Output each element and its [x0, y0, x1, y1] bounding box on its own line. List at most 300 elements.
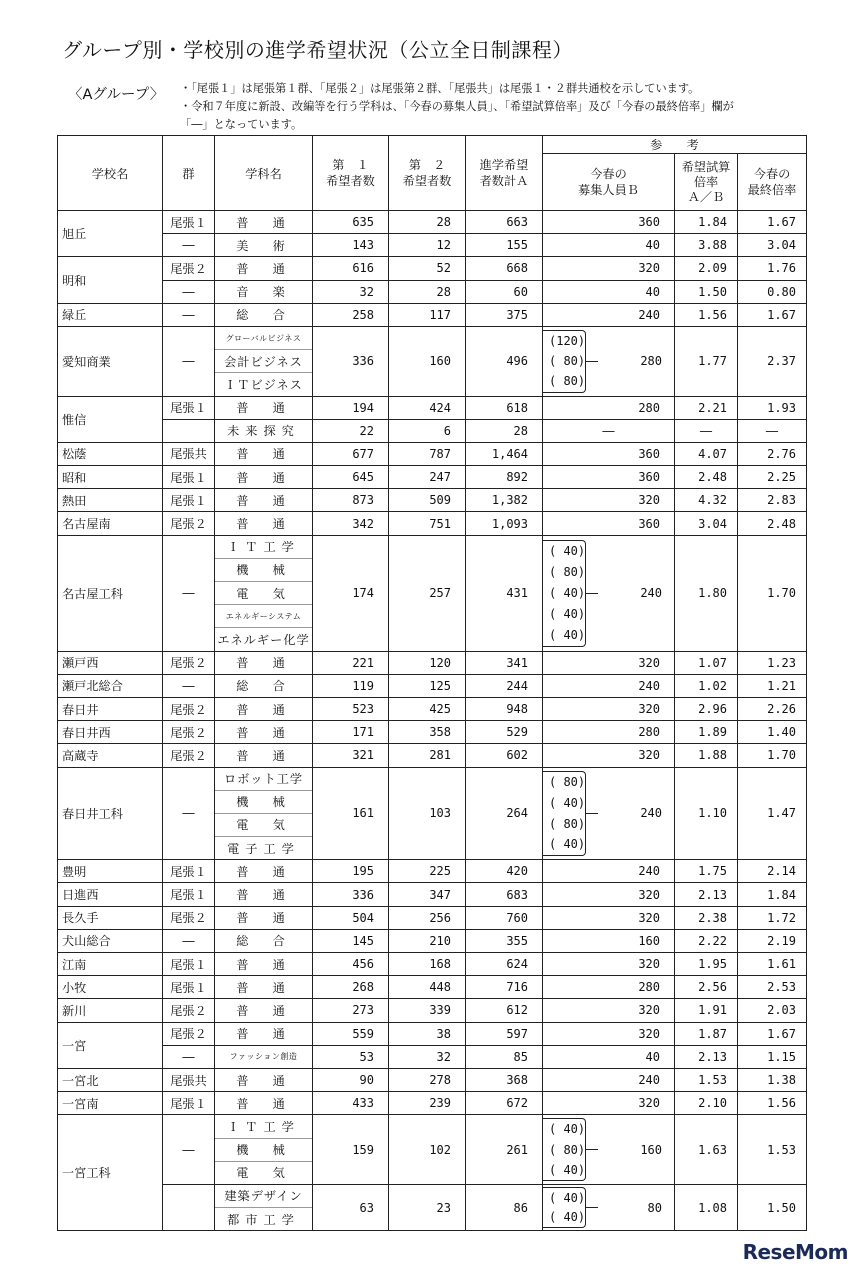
total-applicants: 431: [466, 535, 543, 651]
dept-name: エネルギー化学: [217, 632, 310, 647]
school-name: 旭丘: [58, 211, 163, 257]
group-cell: ―: [163, 674, 215, 697]
group-cell: 尾張１: [163, 860, 215, 883]
dept-name: 普 通: [236, 261, 291, 276]
capacity-cell: 240: [543, 1068, 675, 1091]
dept-name: 都市工学: [227, 1212, 300, 1227]
dept-list: [215, 930, 312, 952]
dept-list: [215, 536, 312, 651]
first-choice: 32: [313, 280, 389, 303]
school-name: 明和: [58, 257, 163, 303]
capacity-total: 160: [640, 1142, 662, 1157]
table-row: [58, 883, 807, 906]
final-ratio-cell: 1.21: [738, 674, 807, 697]
capacity-cell: 280: [543, 976, 675, 999]
dept-cell: [215, 1092, 313, 1115]
quota-value: ( 40): [549, 607, 586, 622]
dept-name: 機 械: [215, 1139, 312, 1162]
final-ratio-cell: 2.48: [738, 512, 807, 535]
dept-list: [215, 999, 312, 1021]
group-cell: 尾張２: [163, 906, 215, 929]
capacity-cell: 320: [543, 744, 675, 767]
first-choice: 171: [313, 721, 389, 744]
total-applicants: 948: [466, 697, 543, 720]
dept-list: [215, 211, 312, 233]
dept-cell: [215, 512, 313, 535]
ratio-cell: 1.88: [675, 744, 738, 767]
capacity-total: 240: [640, 806, 662, 821]
quota-value: ( 80): [549, 354, 586, 369]
dept-list: [215, 281, 312, 303]
ratio-cell: 2.22: [675, 929, 738, 952]
dept-list: [215, 860, 312, 882]
capacity-cell: 320: [543, 906, 675, 929]
dept-name: 普 通: [236, 401, 291, 416]
group-cell: 尾張２: [163, 651, 215, 674]
dept-list: [215, 512, 312, 534]
ratio-cell: 1.95: [675, 953, 738, 976]
quota-value: (120): [549, 334, 586, 349]
capacity-cell: [543, 1115, 675, 1185]
final-ratio-cell: 1.23: [738, 651, 807, 674]
dept-name: 電子工学: [227, 841, 300, 856]
table-row: [58, 767, 807, 860]
note-line-3: 「―」となっています。: [180, 118, 303, 131]
dept-name: 建築デザイン: [215, 1185, 312, 1208]
group-cell: 尾張１: [163, 1092, 215, 1115]
quota-value: ( 80): [549, 374, 586, 389]
quota-group: [543, 1185, 674, 1229]
first-choice: 456: [313, 953, 389, 976]
dept-list: [215, 721, 312, 743]
group-cell: 尾張２: [163, 512, 215, 535]
first-choice: 268: [313, 976, 389, 999]
group-cell: ―: [163, 535, 215, 651]
dept-cell: [215, 211, 313, 234]
second-choice: 28: [389, 211, 466, 234]
quota-value: ( 40): [549, 796, 586, 810]
dept-list: [215, 1115, 312, 1184]
group-cell: [163, 419, 215, 442]
capacity-cell: 320: [543, 953, 675, 976]
ratio-cell: 1.08: [675, 1184, 738, 1230]
total-applicants: 618: [466, 396, 543, 419]
final-ratio-cell: 1.67: [738, 1022, 807, 1045]
capacity-cell: 40: [543, 234, 675, 257]
ratio-cell: 1.50: [675, 280, 738, 303]
dept-name: 普 通: [236, 517, 291, 532]
first-choice: 161: [313, 767, 389, 860]
school-name: 瀬戸西: [58, 651, 163, 674]
total-applicants: 375: [466, 303, 543, 326]
second-choice: 751: [389, 512, 466, 535]
final-ratio-cell: 1.76: [738, 257, 807, 280]
second-choice: 102: [389, 1115, 466, 1185]
total-applicants: 663: [466, 211, 543, 234]
header-dept: 学科名: [215, 136, 313, 211]
dept-cell: [215, 419, 313, 442]
quota-value: ( 40): [549, 1190, 586, 1205]
quota-value: ( 80): [549, 775, 586, 790]
header-final: 今春の 最終倍率: [738, 154, 807, 211]
school-name: 豊明: [58, 860, 163, 883]
table-row: [58, 396, 807, 419]
capacity-cell: 280: [543, 396, 675, 419]
capacity-cell: 360: [543, 211, 675, 234]
dept-name: 電 気: [236, 1166, 291, 1181]
table-row: [58, 257, 807, 280]
quota-value: ( 40): [549, 837, 586, 852]
second-choice: 339: [389, 999, 466, 1022]
group-cell: 尾張２: [163, 1022, 215, 1045]
ratio-cell: 1.89: [675, 721, 738, 744]
ratio-cell: 2.56: [675, 976, 738, 999]
dept-name: 普 通: [236, 957, 291, 972]
second-choice: 358: [389, 721, 466, 744]
first-choice: 63: [313, 1184, 389, 1230]
second-choice: 38: [389, 1022, 466, 1045]
dept-name: 普 通: [236, 725, 291, 740]
table-row: [58, 280, 807, 303]
group-cell: 尾張共: [163, 1068, 215, 1091]
final-ratio-cell: 1.40: [738, 721, 807, 744]
dept-name: 普 通: [236, 911, 291, 926]
dept-name: グローバルビジネス: [215, 327, 312, 350]
first-choice: 616: [313, 257, 389, 280]
first-choice: 53: [313, 1045, 389, 1068]
school-name: 犬山総合: [58, 929, 163, 952]
dept-name: 音 楽: [236, 285, 291, 300]
capacity-total: 240: [640, 586, 662, 601]
group-label: 〈Aグループ〉: [68, 87, 165, 103]
total-applicants: 1,093: [466, 512, 543, 535]
final-ratio-cell: 0.80: [738, 280, 807, 303]
dept-list: [215, 976, 312, 998]
dept-cell: [215, 257, 313, 280]
dept-name: 普 通: [236, 470, 291, 485]
table-row: [58, 1022, 807, 1045]
group-cell: ―: [163, 234, 215, 257]
capacity-cell: 360: [543, 442, 675, 465]
second-choice: 509: [389, 489, 466, 512]
school-name: 長久手: [58, 906, 163, 929]
table-row: [58, 999, 807, 1022]
second-choice: 6: [389, 419, 466, 442]
quota-value: ( 40): [549, 1162, 586, 1177]
second-choice: 257: [389, 535, 466, 651]
quota-brace-tick: [586, 1149, 598, 1150]
first-choice: 221: [313, 651, 389, 674]
second-choice: 120: [389, 651, 466, 674]
table-row: [58, 512, 807, 535]
dept-cell: [215, 744, 313, 767]
dept-name: 電 気: [215, 814, 312, 837]
final-ratio-cell: 1.70: [738, 535, 807, 651]
dept-list: [215, 1046, 312, 1068]
dept-name: ＩＴビジネス: [224, 377, 303, 392]
dept-cell: [215, 280, 313, 303]
dept-name: 普 通: [236, 980, 291, 995]
dept-cell: [215, 1045, 313, 1068]
dept-cell: [215, 651, 313, 674]
final-ratio-cell: 1.15: [738, 1045, 807, 1068]
quota-value: ( 40): [549, 628, 586, 643]
dept-list: [215, 675, 312, 697]
dept-cell: [215, 953, 313, 976]
dept-cell: [215, 999, 313, 1022]
dept-cell: [215, 326, 313, 396]
total-applicants: 1,382: [466, 489, 543, 512]
table-row: [58, 234, 807, 257]
first-choice: 336: [313, 883, 389, 906]
quota-breakdown: [543, 771, 586, 856]
dept-name: 機 械: [215, 559, 312, 582]
quota-breakdown: [543, 1187, 586, 1227]
final-ratio-cell: 1.72: [738, 906, 807, 929]
capacity-total: 80: [647, 1200, 662, 1215]
group-cell: ―: [163, 767, 215, 860]
second-choice: 247: [389, 466, 466, 489]
school-name: 名古屋工科: [58, 535, 163, 651]
dept-cell: [215, 535, 313, 651]
table-row: [58, 697, 807, 720]
final-ratio-cell: 1.67: [738, 211, 807, 234]
dept-list: [215, 907, 312, 929]
dept-list: [215, 1185, 312, 1230]
table-row: [58, 419, 807, 442]
capacity-cell: 280: [543, 721, 675, 744]
dept-name: 普 通: [236, 447, 291, 462]
first-choice: 873: [313, 489, 389, 512]
total-applicants: 85: [466, 1045, 543, 1068]
dept-list: [215, 1092, 312, 1114]
capacity-cell: ―: [543, 419, 675, 442]
table-row: [58, 929, 807, 952]
table-row: [58, 442, 807, 465]
quota-value: ( 40): [549, 586, 586, 601]
ratio-cell: 1.77: [675, 326, 738, 396]
dept-name: 未来探究: [227, 424, 300, 439]
dept-name: 総 合: [236, 934, 291, 949]
first-choice: 145: [313, 929, 389, 952]
group-cell: 尾張１: [163, 211, 215, 234]
school-name: 熱田: [58, 489, 163, 512]
capacity-cell: 320: [543, 489, 675, 512]
admission-table: [57, 135, 807, 1231]
second-choice: 32: [389, 1045, 466, 1068]
dept-cell: [215, 1115, 313, 1185]
quota-breakdown: [543, 540, 586, 647]
group-cell: 尾張１: [163, 976, 215, 999]
group-cell: 尾張２: [163, 721, 215, 744]
first-choice: 336: [313, 326, 389, 396]
school-name: 春日井: [58, 697, 163, 720]
total-applicants: 892: [466, 466, 543, 489]
second-choice: 787: [389, 442, 466, 465]
total-applicants: 244: [466, 674, 543, 697]
resemom-logo: ReseMom: [742, 1240, 848, 1264]
dept-list: [215, 1069, 312, 1091]
first-choice: 143: [313, 234, 389, 257]
school-name: 瀬戸北総合: [58, 674, 163, 697]
dept-name: 普 通: [236, 215, 291, 230]
table-row: [58, 976, 807, 999]
ratio-cell: 4.32: [675, 489, 738, 512]
school-name: 一宮工科: [58, 1115, 163, 1231]
table-row: [58, 211, 807, 234]
ratio-cell: 1.84: [675, 211, 738, 234]
final-ratio-cell: 1.47: [738, 767, 807, 860]
second-choice: 12: [389, 234, 466, 257]
school-name: 小牧: [58, 976, 163, 999]
dept-cell: [215, 929, 313, 952]
dept-cell: [215, 466, 313, 489]
ratio-cell: 2.21: [675, 396, 738, 419]
capacity-cell: 360: [543, 466, 675, 489]
final-ratio-cell: 3.04: [738, 234, 807, 257]
group-cell: 尾張２: [163, 999, 215, 1022]
ratio-cell: 2.96: [675, 697, 738, 720]
school-name: 江南: [58, 953, 163, 976]
dept-name: 普 通: [236, 864, 291, 879]
dept-cell: [215, 442, 313, 465]
school-name: 緑丘: [58, 303, 163, 326]
dept-name: 普 通: [236, 748, 291, 763]
second-choice: 160: [389, 326, 466, 396]
capacity-cell: 360: [543, 512, 675, 535]
final-ratio-cell: 2.03: [738, 999, 807, 1022]
capacity-cell: 320: [543, 1022, 675, 1045]
dept-cell: [215, 234, 313, 257]
school-name: 一宮南: [58, 1092, 163, 1115]
dept-name: 普 通: [236, 888, 291, 903]
ratio-cell: 1.75: [675, 860, 738, 883]
header-second: 第 ２ 希望者数: [389, 136, 466, 211]
group-cell: ―: [163, 929, 215, 952]
capacity-cell: 320: [543, 1092, 675, 1115]
table-row: [58, 535, 807, 651]
table-row: [58, 906, 807, 929]
first-choice: 90: [313, 1068, 389, 1091]
table-row: [58, 721, 807, 744]
ratio-cell: ―: [675, 419, 738, 442]
quota-group: [543, 328, 674, 395]
final-ratio-cell: 1.50: [738, 1184, 807, 1230]
capacity-cell: 160: [543, 929, 675, 952]
dept-list: [215, 397, 312, 419]
ratio-cell: 3.04: [675, 512, 738, 535]
capacity-cell: 320: [543, 999, 675, 1022]
ratio-cell: 1.80: [675, 535, 738, 651]
table-row: [58, 860, 807, 883]
first-choice: 321: [313, 744, 389, 767]
school-name: 名古屋南: [58, 512, 163, 535]
first-choice: 258: [313, 303, 389, 326]
ratio-cell: 4.07: [675, 442, 738, 465]
first-choice: 504: [313, 906, 389, 929]
group-cell: ―: [163, 1115, 215, 1185]
final-ratio-cell: 1.84: [738, 883, 807, 906]
final-ratio-cell: 1.67: [738, 303, 807, 326]
dept-name: 普 通: [236, 493, 291, 508]
dept-name: 普 通: [236, 656, 291, 671]
capacity-cell: 320: [543, 651, 675, 674]
group-cell: 尾張１: [163, 396, 215, 419]
dept-name: 普 通: [236, 1003, 291, 1018]
first-choice: 22: [313, 419, 389, 442]
group-cell: 尾張２: [163, 697, 215, 720]
ratio-cell: 2.48: [675, 466, 738, 489]
dept-cell: [215, 906, 313, 929]
final-ratio-cell: 2.76: [738, 442, 807, 465]
school-name: 春日井工科: [58, 767, 163, 860]
final-ratio-cell: 2.14: [738, 860, 807, 883]
second-choice: 168: [389, 953, 466, 976]
total-applicants: 668: [466, 257, 543, 280]
final-ratio-cell: 1.56: [738, 1092, 807, 1115]
total-applicants: 420: [466, 860, 543, 883]
total-applicants: 597: [466, 1022, 543, 1045]
total-applicants: 155: [466, 234, 543, 257]
group-cell: 尾張２: [163, 744, 215, 767]
ratio-cell: 1.07: [675, 651, 738, 674]
total-applicants: 1,464: [466, 442, 543, 465]
ratio-cell: 2.13: [675, 1045, 738, 1068]
quota-value: ( 40): [549, 1122, 586, 1137]
quota-value: ( 80): [549, 816, 586, 831]
dept-list: [215, 883, 312, 905]
final-ratio-cell: 2.26: [738, 697, 807, 720]
school-name: 一宮北: [58, 1068, 163, 1091]
capacity-cell: 320: [543, 257, 675, 280]
note-line-2: ・令和７年度に新設、改編等を行う学科は、「今春の募集人員」、「希望試算倍率」及び「今春の最終倍率」欄が: [180, 100, 734, 113]
header-school: 学校名: [58, 136, 163, 211]
first-choice: 342: [313, 512, 389, 535]
total-applicants: 261: [466, 1115, 543, 1185]
capacity-cell: 40: [543, 280, 675, 303]
total-applicants: 602: [466, 744, 543, 767]
header-ratio: 希望試算 倍率 Ａ／Ｂ: [675, 154, 738, 211]
dept-name: 機 械: [215, 791, 312, 814]
second-choice: 103: [389, 767, 466, 860]
quota-breakdown: [543, 330, 586, 393]
capacity-cell: 240: [543, 303, 675, 326]
header-group: 群: [163, 136, 215, 211]
group-cell: 尾張１: [163, 953, 215, 976]
dept-cell: [215, 860, 313, 883]
ratio-cell: 3.88: [675, 234, 738, 257]
dept-name: ＩＴ工学: [215, 1115, 312, 1138]
dept-cell: [215, 396, 313, 419]
first-choice: 119: [313, 674, 389, 697]
first-choice: 645: [313, 466, 389, 489]
table-row: [58, 1184, 807, 1230]
second-choice: 210: [389, 929, 466, 952]
dept-name: 会計ビジネス: [215, 350, 312, 373]
quota-group: [543, 769, 674, 858]
table-row: [58, 303, 807, 326]
ratio-cell: 1.87: [675, 1022, 738, 1045]
dept-cell: [215, 303, 313, 326]
quota-value: ( 40): [549, 544, 586, 559]
ratio-cell: 2.09: [675, 257, 738, 280]
final-ratio-cell: 1.61: [738, 953, 807, 976]
header-first: 第 １ 希望者数: [313, 136, 389, 211]
second-choice: 239: [389, 1092, 466, 1115]
table-row: [58, 1115, 807, 1185]
school-name: 日進西: [58, 883, 163, 906]
group-cell: [163, 1184, 215, 1230]
